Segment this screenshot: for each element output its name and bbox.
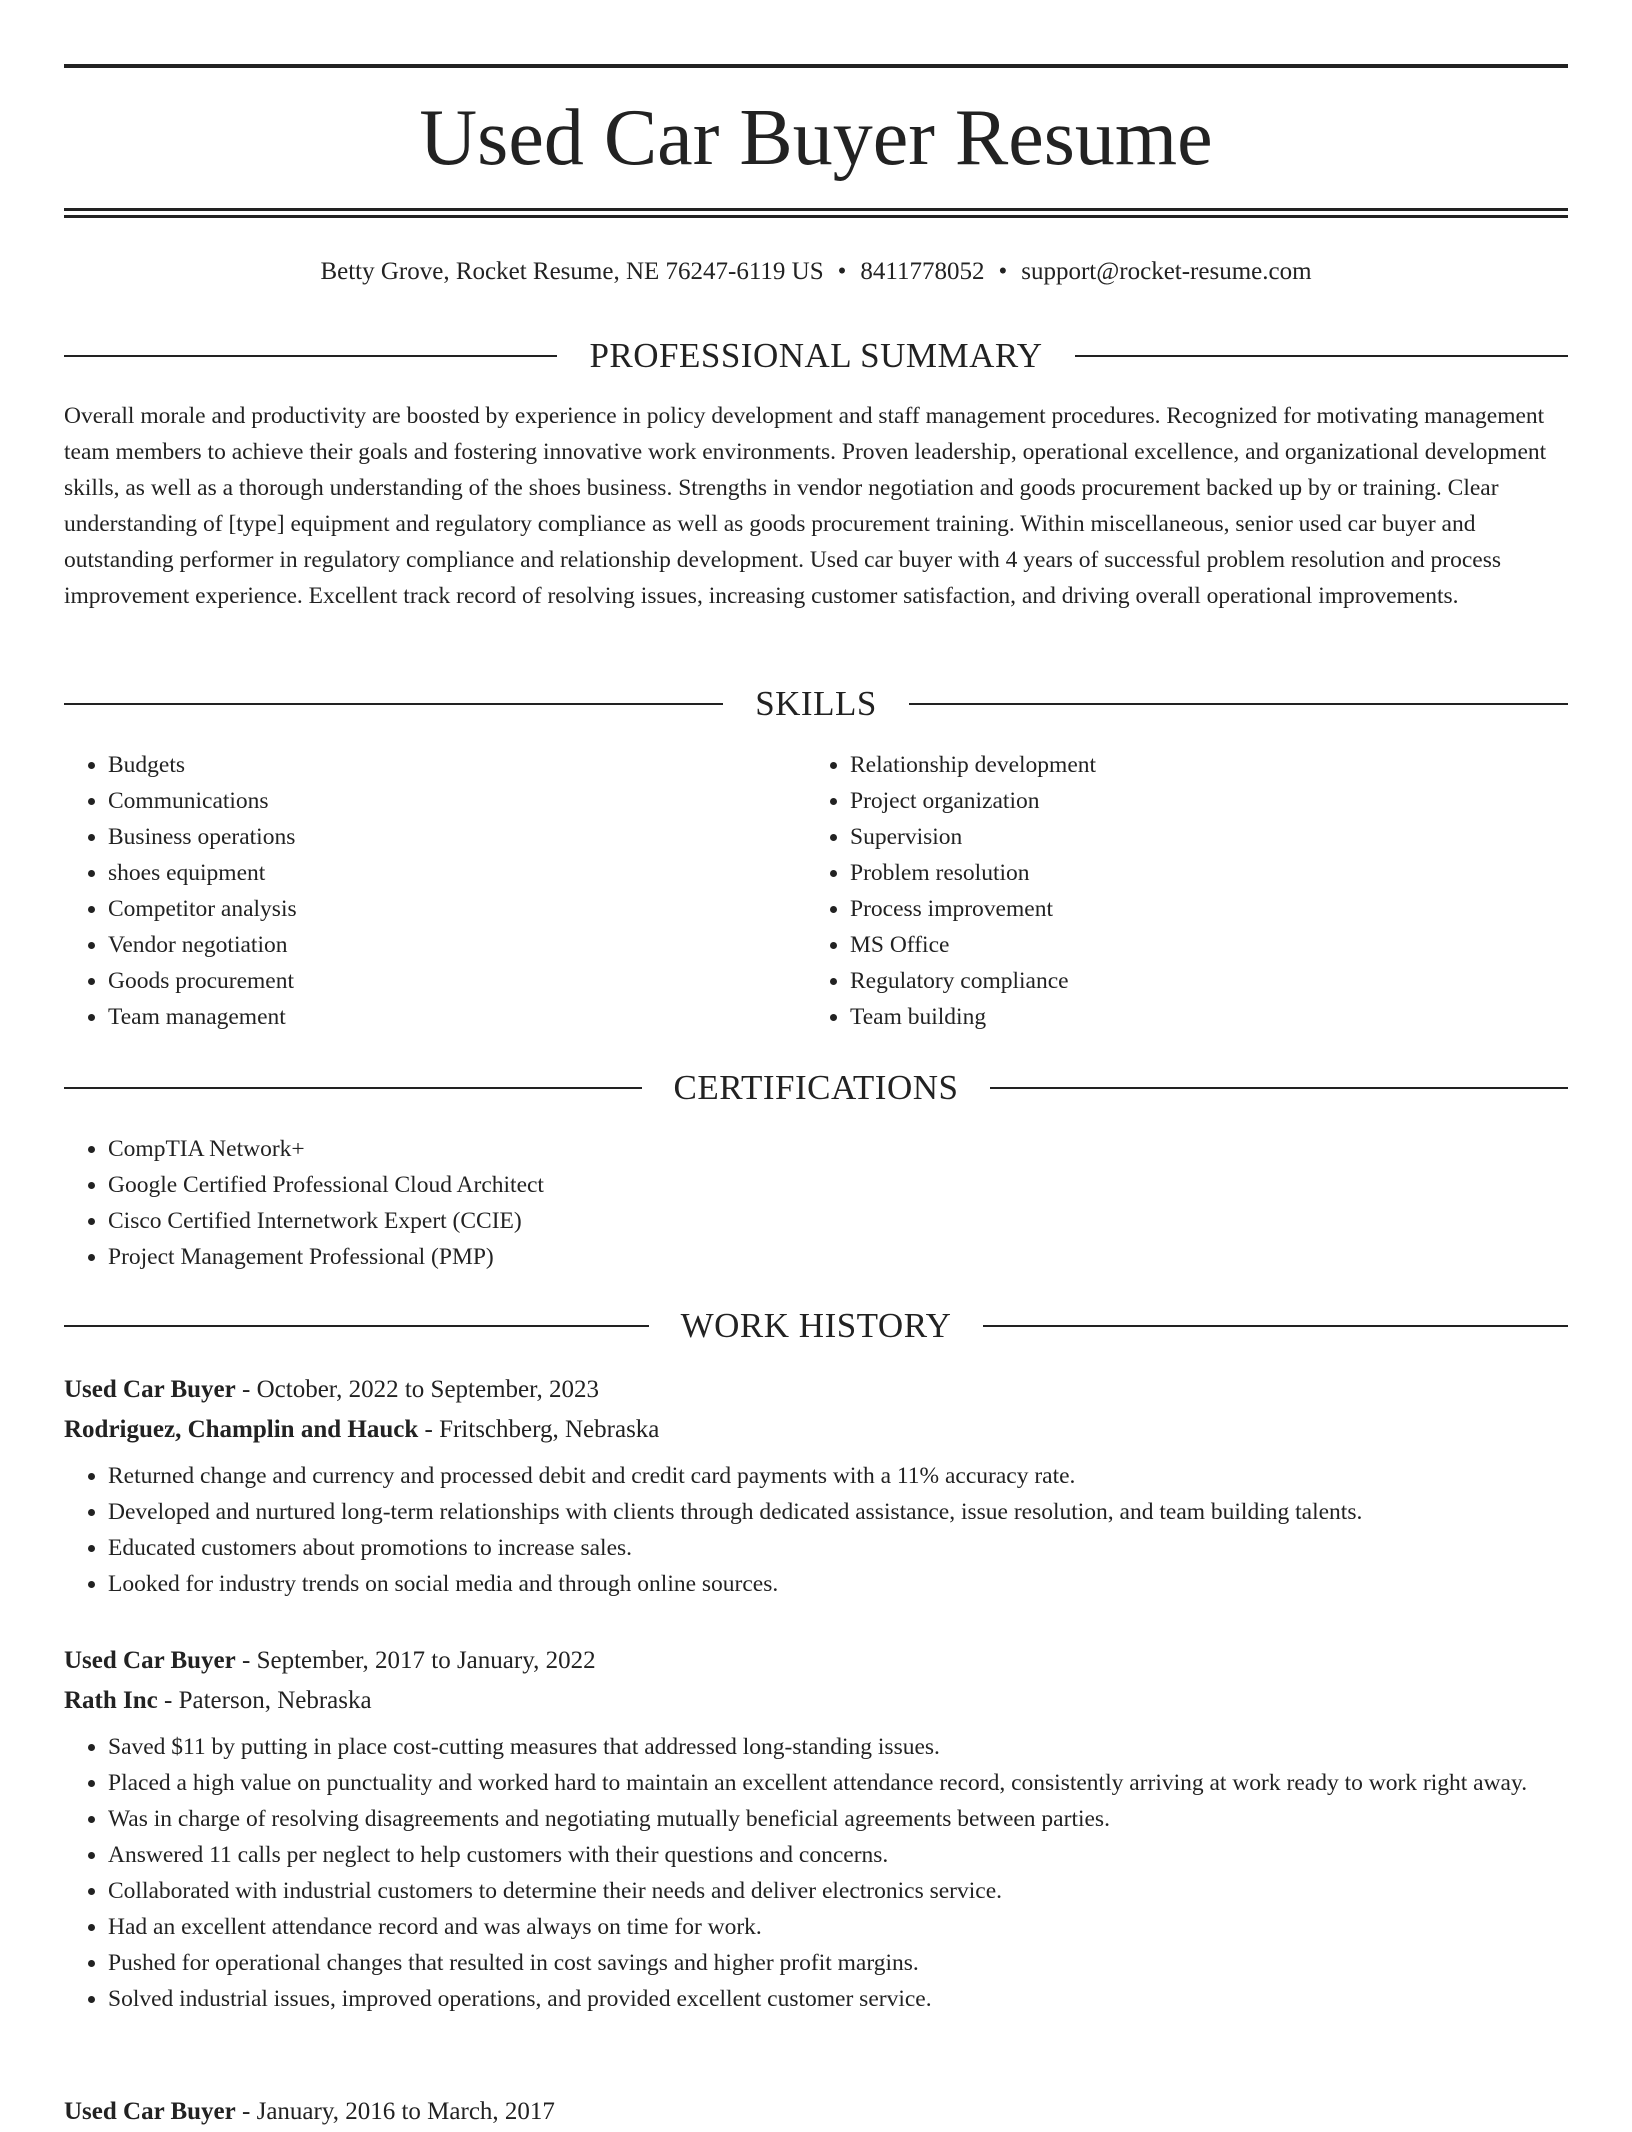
skill-item: • Supervision [850, 819, 1506, 855]
job-bullet: • Educated customers about promotions to increase sales. [108, 1530, 1568, 1566]
skill-item: • Business operations [108, 819, 764, 855]
section-heading-work-history [64, 1304, 1568, 1348]
skill-item: • Vendor negotiation [108, 927, 764, 963]
job-title-line: Used Car Buyer - September, 2017 to January, 2022 [64, 1647, 596, 1674]
skill-item: • MS Office [850, 927, 1506, 963]
job-bullet: • Answered 11 calls per neglect to help customers with their questions and concerns. [108, 1837, 1568, 1873]
job-bullet: • Solved industrial issues, improved operations, and provided excellent customer service. [108, 1981, 1568, 2017]
heading-rule [983, 1325, 1568, 1327]
section-heading-certifications [64, 1066, 1568, 1110]
job-bullet: • Developed and nurtured long-term relationships with clients through dedicated assistance, issue resolution, and team building talents. [108, 1494, 1568, 1530]
skill-item: • Problem resolution [850, 855, 1506, 891]
skill-item: • Goods procurement [108, 963, 764, 999]
job-entry [64, 1370, 1568, 1602]
skill-item: • Regulatory compliance [850, 963, 1506, 999]
job-location: Fritschberg, Nebraska [439, 1416, 660, 1443]
skill-item: • Relationship development [850, 747, 1506, 783]
top-rule [64, 64, 1568, 68]
title-rule-lower [64, 215, 1568, 218]
skills-list-left [64, 747, 764, 1035]
section-title: CERTIFICATIONS [673, 1068, 959, 1107]
section-title: SKILLS [755, 684, 877, 723]
skills-column-right [806, 747, 1506, 1035]
heading-rule [909, 703, 1568, 705]
job-company: Rodriguez, Champlin and Hauck [64, 1416, 419, 1443]
skills-list-right [806, 747, 1506, 1035]
job-location: Paterson, Nebraska [178, 1687, 372, 1714]
job-title-line: Used Car Buyer - October, 2022 to September, 2023 [64, 1376, 599, 1403]
skill-item: • Project organization [850, 783, 1506, 819]
contact-address: Betty Grove, Rocket Resume, NE 76247-6119 US [320, 258, 824, 285]
contact-separator: • [998, 258, 1008, 285]
heading-rule [64, 1325, 649, 1327]
job-bullet: • Collaborated with industrial customers to determine their needs and deliver electronics service. [108, 1873, 1568, 1909]
certification-item: • Project Management Professional (PMP) [108, 1239, 1568, 1275]
job-title: Used Car Buyer [64, 2098, 236, 2125]
contact-email: support@rocket-resume.com [1021, 258, 1312, 285]
certifications-list [64, 1131, 1568, 1275]
job-bullets [64, 1729, 1568, 2017]
skill-item: • Team management [108, 999, 764, 1035]
job-bullets [64, 1458, 1568, 1602]
job-bullet: • Returned change and currency and processed debit and credit card payments with a 11% accuracy rate. [108, 1458, 1568, 1494]
job-title: Used Car Buyer [64, 1376, 236, 1403]
skill-item: • Team building [850, 999, 1506, 1035]
section-title: PROFESSIONAL SUMMARY [589, 336, 1043, 375]
heading-rule [64, 1087, 642, 1089]
section-heading-summary [64, 334, 1568, 378]
heading-rule [64, 355, 557, 357]
job-title: Used Car Buyer [64, 1647, 236, 1674]
page-title: Used Car Buyer Resume [419, 94, 1213, 182]
contact-separator: • [837, 258, 847, 285]
skill-item: • Budgets [108, 747, 764, 783]
summary-text: Overall morale and productivity are boosted by experience in policy development and staff management procedures. Recognized for motivating management team members to achieve their goals and fostering innovative work environments. Proven leadership, operational excellence, and organizational development skills, as well as a thorough understanding of the shoes business. Strengths in vendor negotiation and goods procurement backed up by or training. Clear understanding of [type] equipment and regulatory compliance as well as goods procurement training. Within miscellaneous, senior used car buyer and outstanding performer in regulatory compliance and relationship development. Used car buyer with 4 years of successful problem resolution and process improvement experience. Excellent track record of resolving issues, increasing customer satisfaction, and driving overall operational improvements. [64, 403, 1547, 609]
certification-item: • Cisco Certified Internetwork Expert (CCIE) [108, 1203, 1568, 1239]
job-dates: October, 2022 to September, 2023 [256, 1376, 599, 1403]
job-company-line: Rodriguez, Champlin and Hauck - Fritschberg, Nebraska [64, 1416, 660, 1443]
contact-line [64, 254, 1568, 290]
job-bullet: • Had an excellent attendance record and was always on time for work. [108, 1909, 1568, 1945]
certification-item: • CompTIA Network+ [108, 1131, 1568, 1167]
job-bullet: • Placed a high value on punctuality and worked hard to maintain an excellent attendance record, consistently arriving at work ready to work right away. [108, 1765, 1568, 1801]
skill-item: • Communications [108, 783, 764, 819]
section-title: WORK HISTORY [680, 1306, 952, 1345]
skill-item: • shoes equipment [108, 855, 764, 891]
skill-item: • Process improvement [850, 891, 1506, 927]
heading-rule [64, 703, 723, 705]
heading-rule [1075, 355, 1568, 357]
job-entry [64, 1641, 1568, 2017]
job-company: Rath Inc [64, 1687, 158, 1714]
skills-column-left [64, 747, 764, 1035]
job-bullet: • Looked for industry trends on social media and through online sources. [108, 1566, 1568, 1602]
heading-rule [990, 1087, 1568, 1089]
contact-phone: 8411778052 [860, 258, 985, 285]
skill-item: • Competitor analysis [108, 891, 764, 927]
job-bullet: • Pushed for operational changes that resulted in cost savings and higher profit margins. [108, 1945, 1568, 1981]
job-dates: September, 2017 to January, 2022 [256, 1647, 596, 1674]
certifications-block [64, 1131, 1568, 1275]
job-company-line: Rath Inc - Paterson, Nebraska [64, 1687, 372, 1714]
job-title-line: Used Car Buyer - January, 2016 to March, 2017 [64, 2098, 555, 2125]
job-entry [64, 2092, 1568, 2132]
section-heading-skills [64, 682, 1568, 726]
job-bullet: • Saved $11 by putting in place cost-cutting measures that addressed long-standing issues. [108, 1729, 1568, 1765]
certification-item: • Google Certified Professional Cloud Architect [108, 1167, 1568, 1203]
job-bullet: • Was in charge of resolving disagreements and negotiating mutually beneficial agreements between parties. [108, 1801, 1568, 1837]
job-dates: January, 2016 to March, 2017 [256, 2098, 555, 2125]
title-rule-upper [64, 208, 1568, 211]
